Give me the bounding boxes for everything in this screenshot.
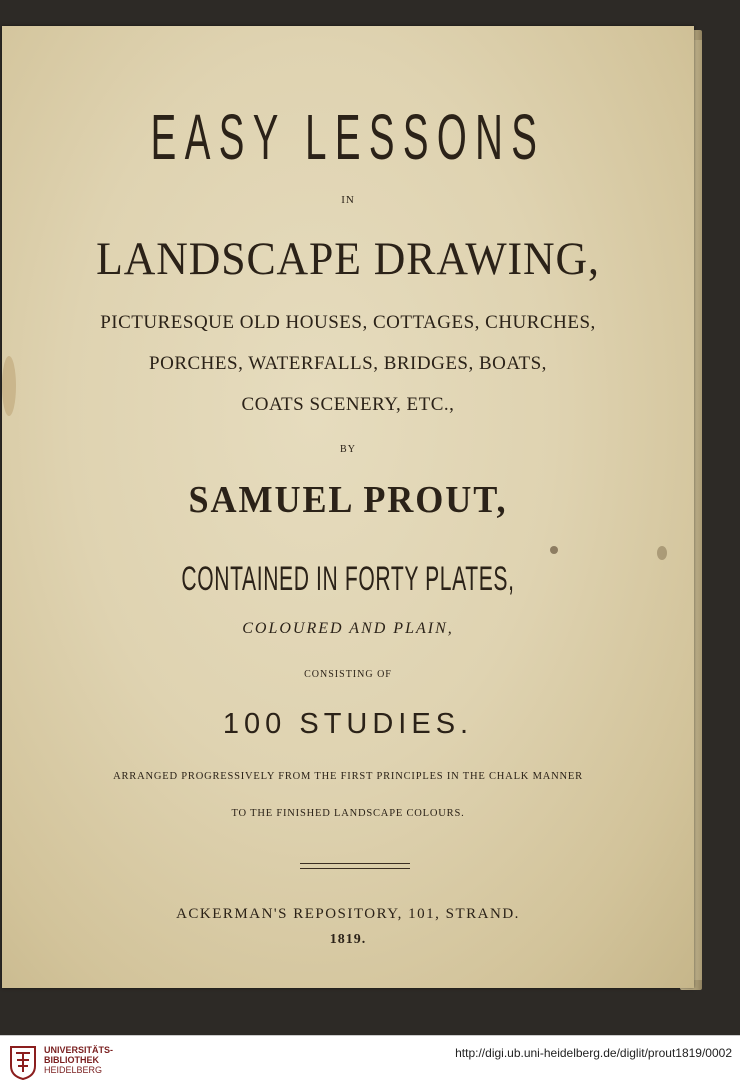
- title-easy-lessons: EASY LESSONS: [150, 101, 546, 173]
- title-page: [2, 26, 694, 988]
- paper-stain: [550, 546, 558, 554]
- consisting-of-line: CONSISTING OF: [304, 669, 392, 680]
- permalink-url[interactable]: http://digi.ub.uni-heidelberg.de/diglit/prout1819/0002: [455, 1046, 732, 1060]
- subtitle-line-1: PICTURESQUE OLD HOUSES, COTTAGES, CHURCHES,: [100, 312, 596, 333]
- subtitle-line-3: COATS SCENERY, ETC.,: [241, 394, 455, 415]
- university-seal-icon[interactable]: [8, 1044, 38, 1080]
- institution-name[interactable]: [44, 1045, 113, 1075]
- year-line: 1819.: [329, 932, 367, 947]
- paper-stain: [657, 546, 667, 560]
- viewer-footer: [0, 1035, 740, 1088]
- by-label: BY: [340, 444, 356, 455]
- coloured-line: COLOURED AND PLAIN,: [242, 620, 454, 637]
- subtitle-line-2: PORCHES, WATERFALLS, BRIDGES, BOATS,: [149, 353, 547, 374]
- institution-line: UNIVERSITÄTS-: [44, 1045, 114, 1055]
- institution-line: BIBLIOTHEK: [44, 1055, 99, 1065]
- author-name: SAMUEL PROUT,: [188, 479, 508, 521]
- institution-line: HEIDELBERG: [44, 1065, 103, 1075]
- title-in: IN: [341, 194, 355, 206]
- publisher-line: ACKERMAN'S REPOSITORY, 101, STRAND.: [176, 906, 520, 922]
- finished-line: TO THE FINISHED LANDSCAPE COLOURS.: [231, 808, 465, 819]
- arranged-line: ARRANGED PROGRESSIVELY FROM THE FIRST PRINCIPLES IN THE CHALK MANNER: [113, 771, 583, 782]
- title-landscape-drawing: LANDSCAPE DRAWING,: [96, 233, 600, 285]
- double-rule-divider: [300, 863, 410, 869]
- studies-line: 100 STUDIES.: [222, 708, 474, 740]
- plates-line: CONTAINED IN FORTY PLATES,: [181, 560, 515, 598]
